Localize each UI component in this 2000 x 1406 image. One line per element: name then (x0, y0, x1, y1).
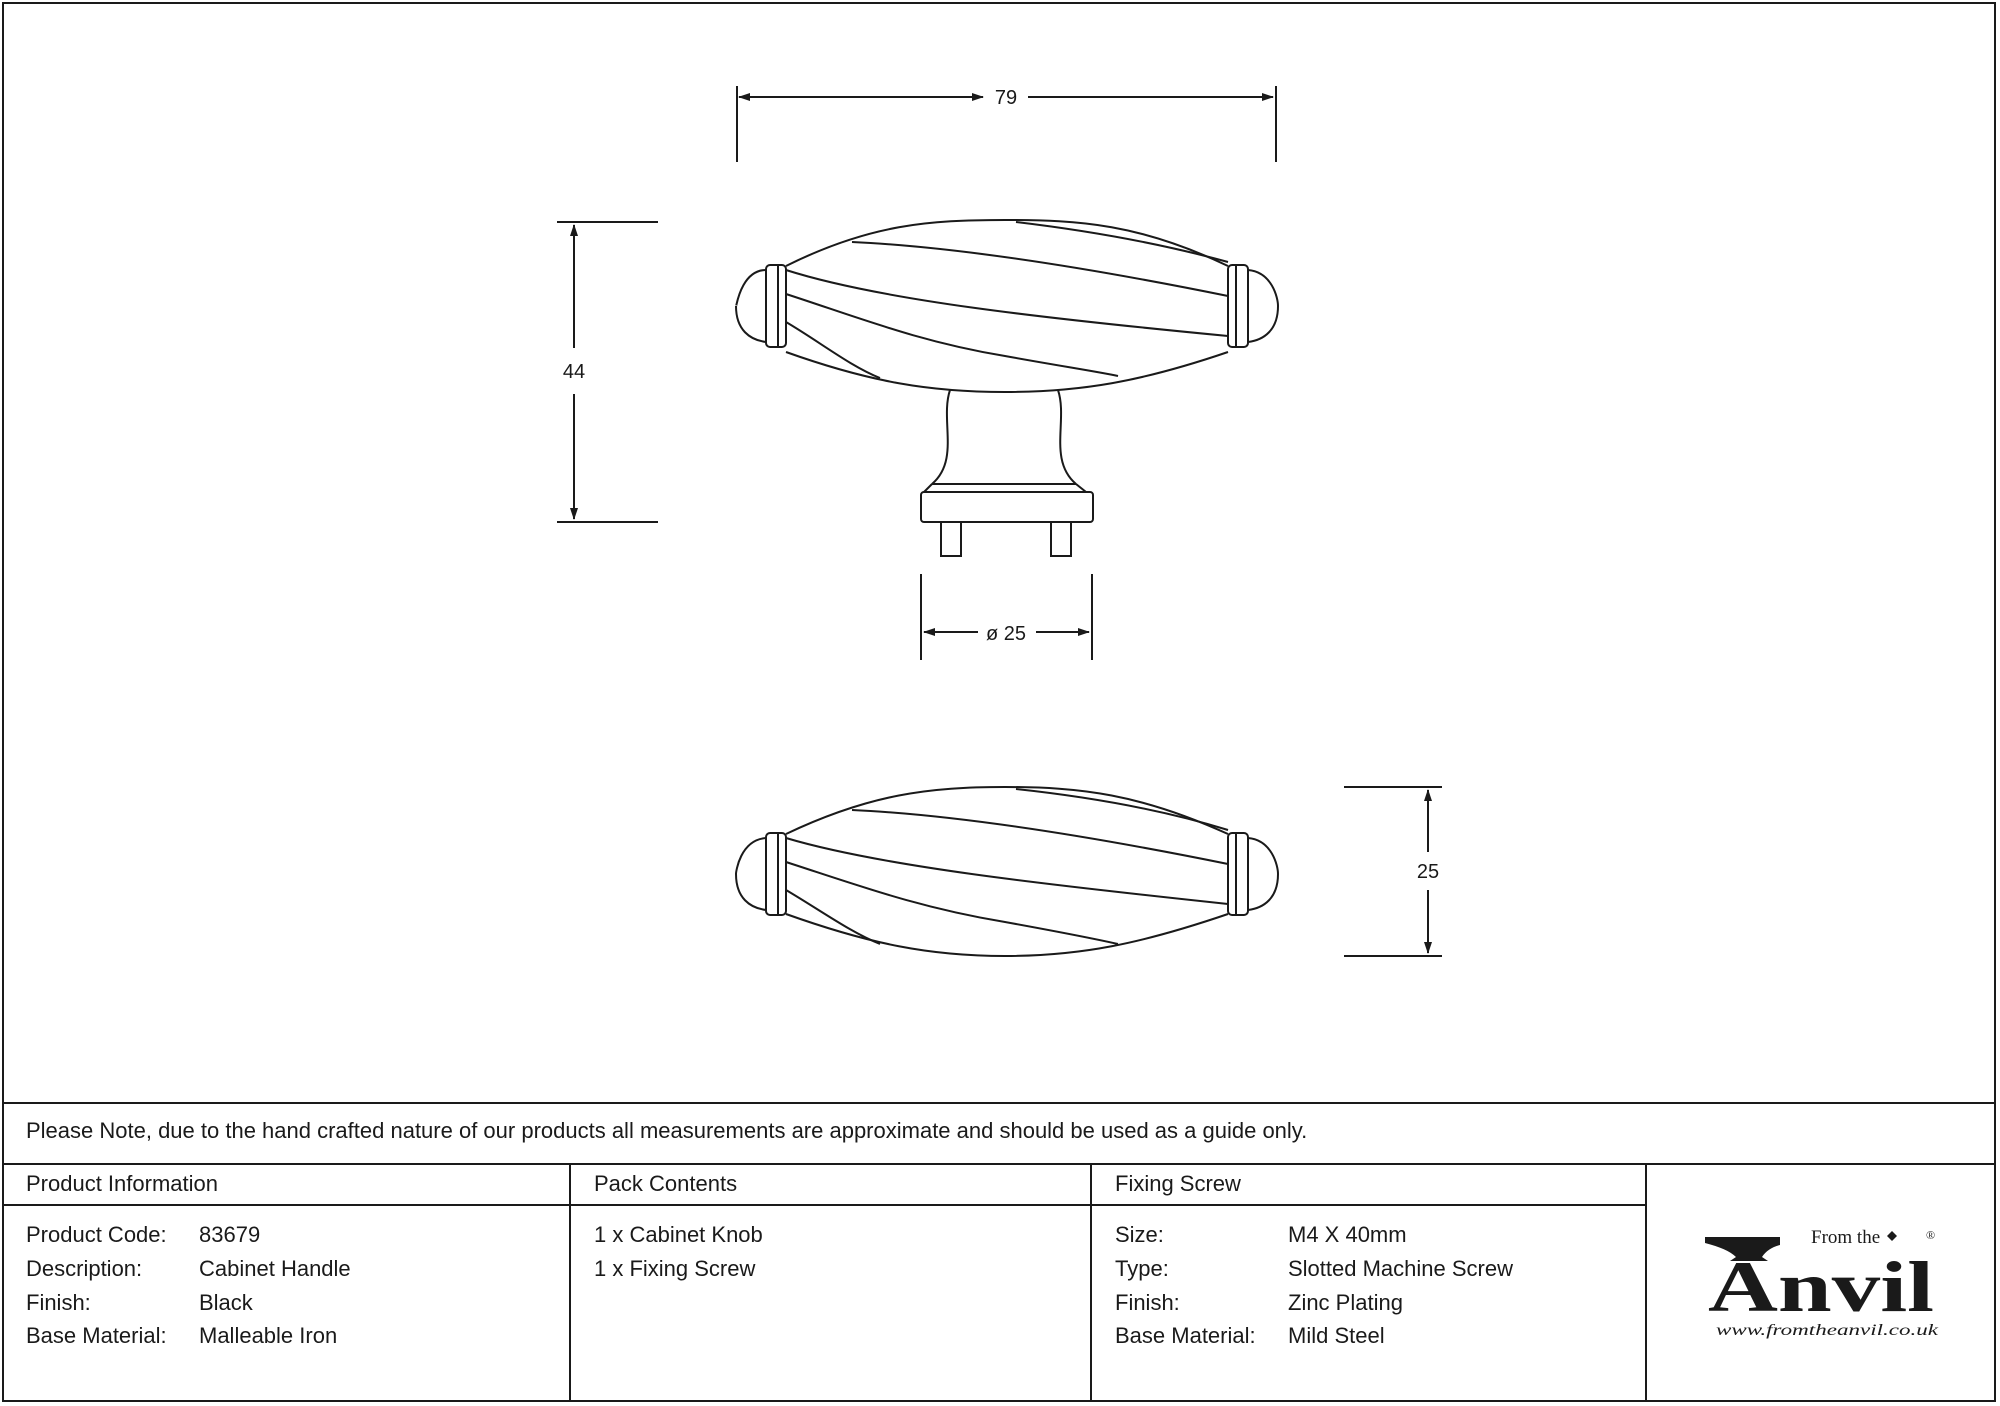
product-code-value: 83679 (199, 1222, 261, 1247)
description-label: Description: (26, 1256, 143, 1281)
screw-finish-label: Finish: (1115, 1290, 1180, 1315)
height-value: 44 (562, 361, 586, 383)
product-information-heading: Product Information (26, 1171, 218, 1196)
table-top-rule (2, 1102, 1996, 1104)
screw-material-value: Mild Steel (1288, 1323, 1385, 1348)
diamond-icon (1887, 1231, 1897, 1241)
product-code-label: Product Code: (26, 1222, 167, 1247)
base-diameter-dimension (921, 574, 1092, 660)
logo-brand: Anvil (1708, 1247, 1934, 1327)
screw-size-value: M4 X 40mm (1288, 1222, 1407, 1247)
column-divider-3 (1645, 1163, 1647, 1402)
knob-front-view (736, 220, 1278, 556)
from-the-anvil-logo (1700, 1225, 1960, 1345)
column-divider-2 (1090, 1163, 1092, 1402)
screw-material-label: Base Material: (1115, 1323, 1256, 1348)
base-diameter-value: ø 25 (985, 623, 1027, 645)
base-material-value: Malleable Iron (199, 1323, 338, 1348)
screw-size-label: Size: (1115, 1222, 1164, 1247)
logo-from-the: From the (1811, 1227, 1881, 1248)
description-value: Cabinet Handle (199, 1256, 351, 1281)
base-material-label: Base Material: (26, 1323, 167, 1348)
measurement-note: Please Note, due to the hand crafted nature of our products all measurements are approximate and should be used as a guide only. (26, 1118, 1308, 1143)
depth-value: 25 (1416, 861, 1440, 883)
note-bottom-rule (2, 1163, 1996, 1165)
logo-registered: ® (1926, 1228, 1936, 1242)
screw-finish-value: Zinc Plating (1288, 1290, 1403, 1315)
screw-type-value: Slotted Machine Screw (1288, 1256, 1513, 1281)
finish-label: Finish: (26, 1290, 91, 1315)
width-value: 79 (994, 87, 1018, 109)
pack-item: 1 x Fixing Screw (594, 1256, 756, 1281)
pack-item: 1 x Cabinet Knob (594, 1222, 763, 1247)
header-bottom-rule (2, 1204, 1646, 1206)
knob-top-view (736, 787, 1278, 956)
finish-value: Black (199, 1290, 253, 1315)
fixing-screw-heading: Fixing Screw (1115, 1171, 1241, 1196)
column-divider-1 (569, 1163, 571, 1402)
logo-website: www.fromtheanvil.co.uk (1716, 1322, 1940, 1339)
pack-contents-heading: Pack Contents (594, 1171, 738, 1196)
screw-type-label: Type: (1115, 1256, 1169, 1281)
